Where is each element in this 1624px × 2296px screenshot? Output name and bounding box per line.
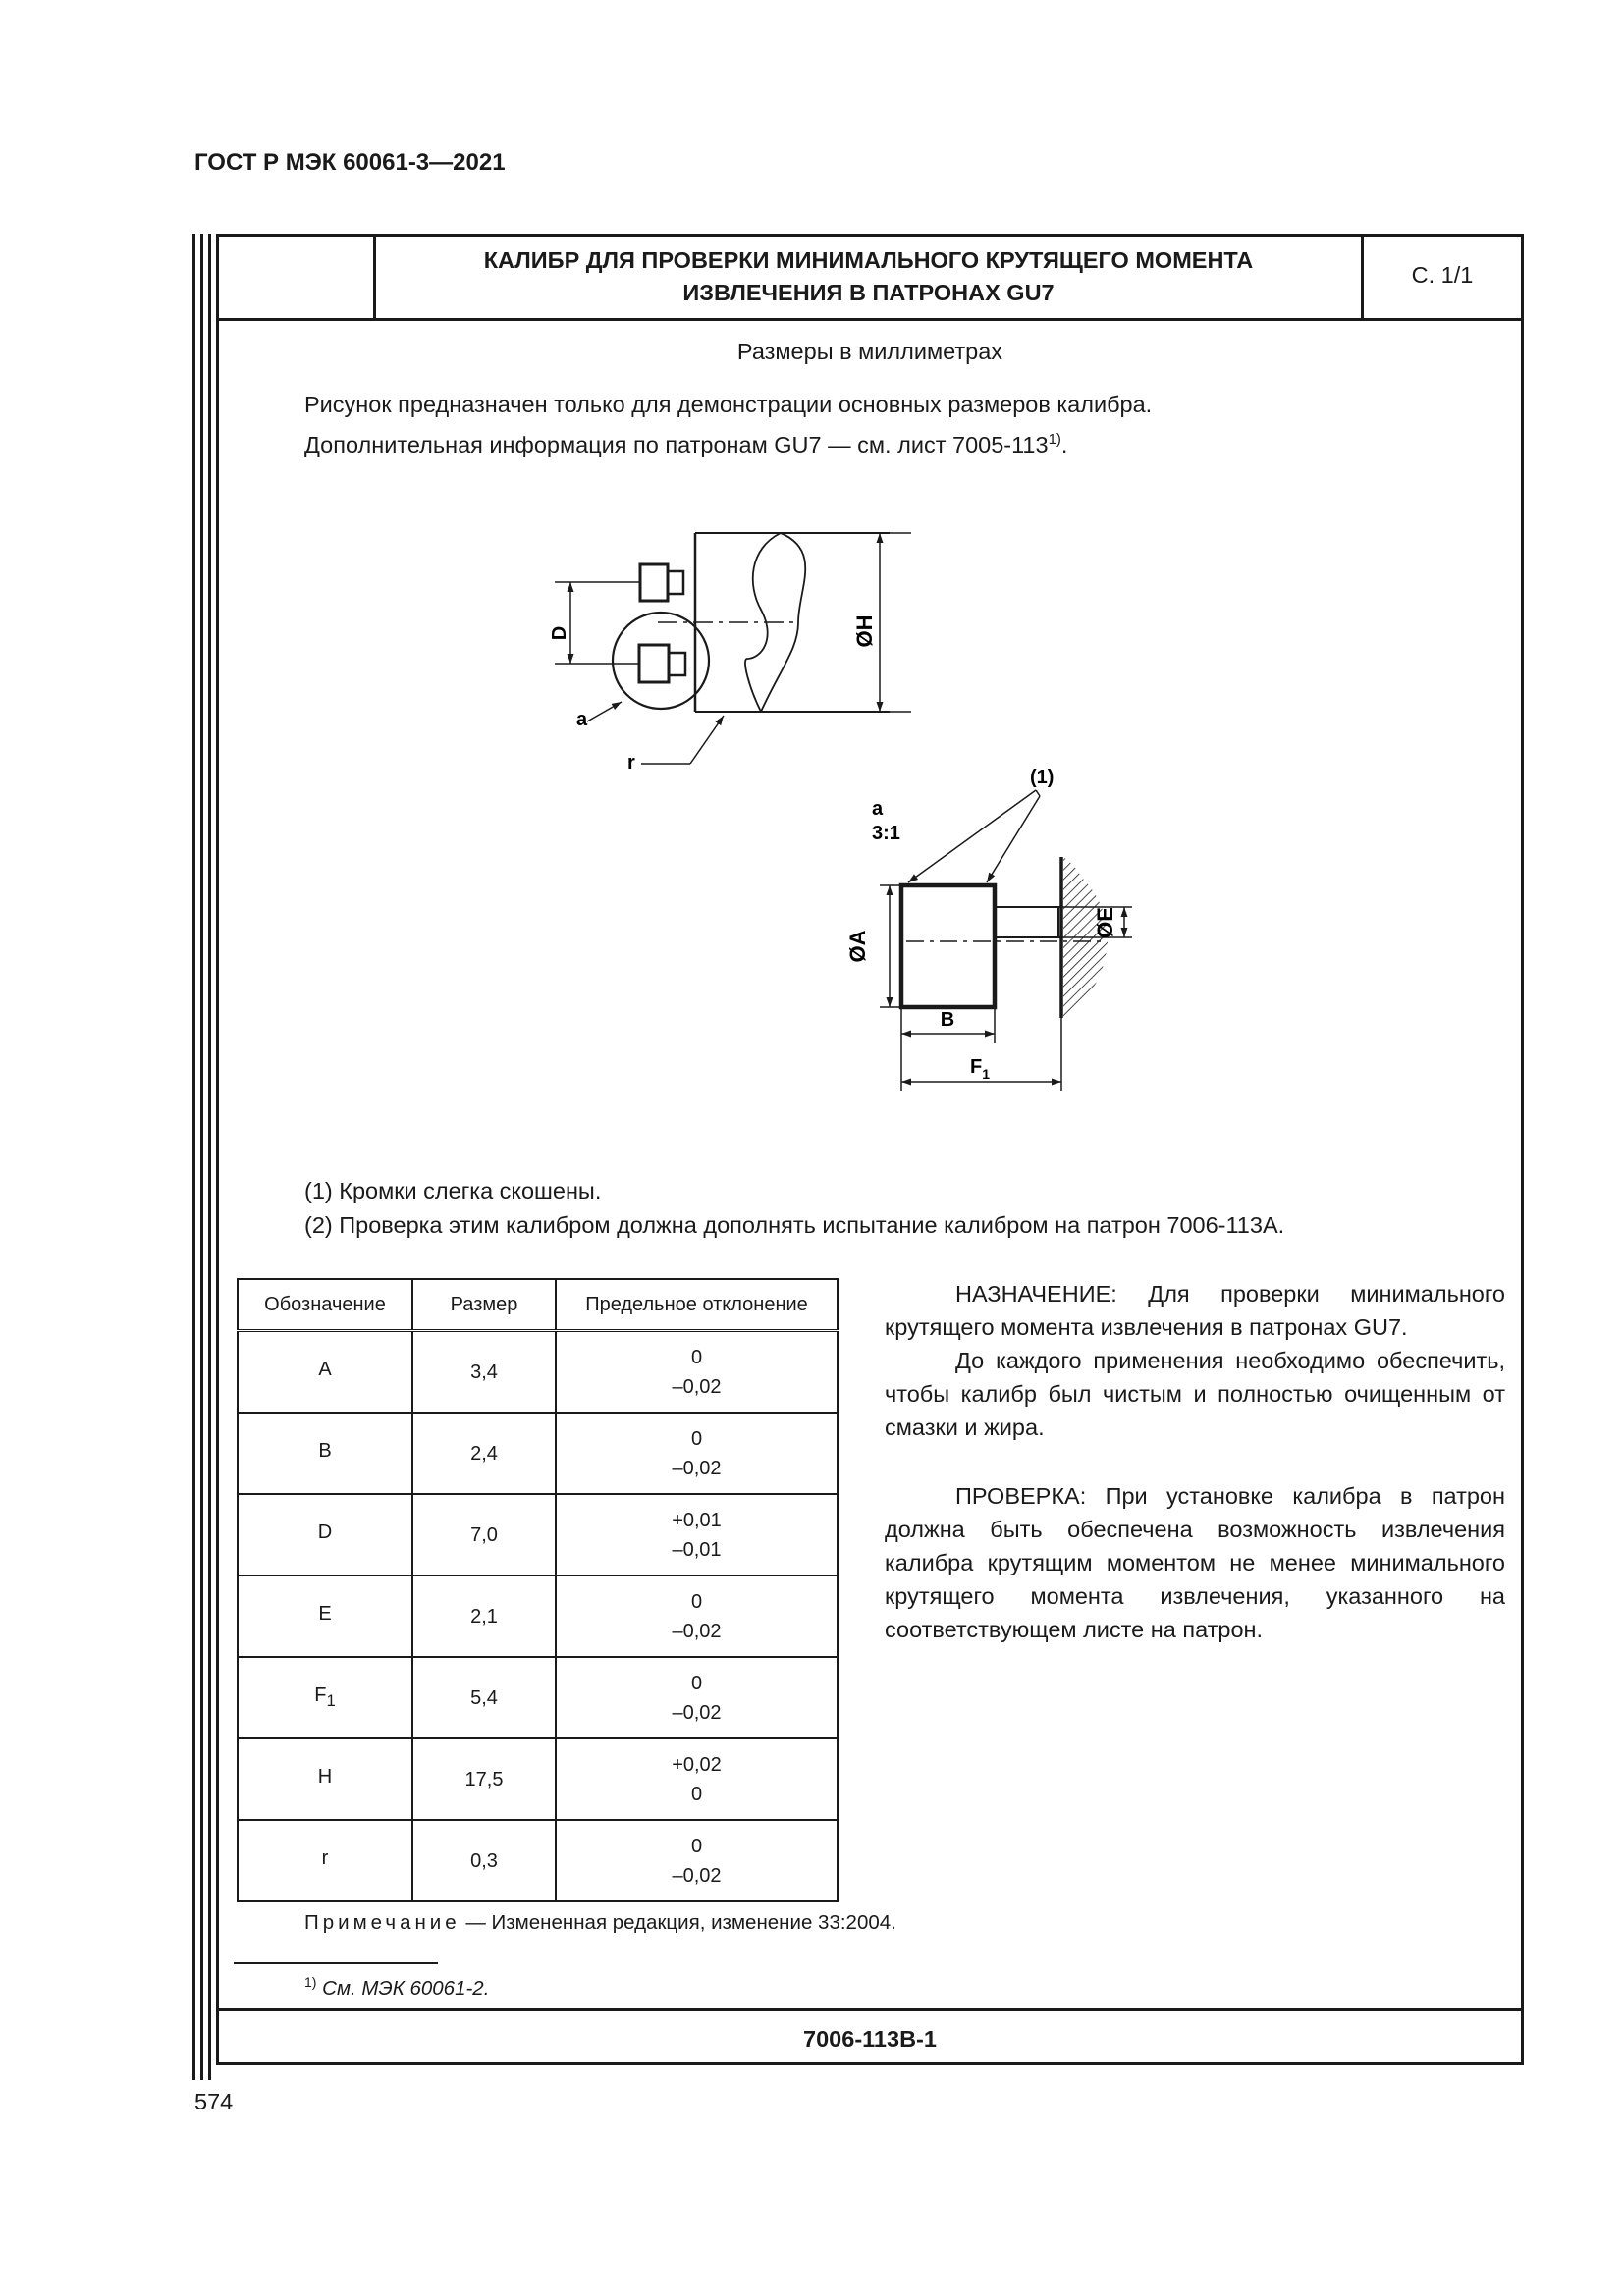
table-row bbox=[238, 1575, 838, 1657]
size-cell: 7,0 bbox=[412, 1494, 556, 1575]
sheet-page: С. 1/1 bbox=[1411, 262, 1474, 288]
label-f1: $F_1$ bbox=[969, 1056, 991, 1082]
symbol-cell: H bbox=[238, 1738, 412, 1820]
symbol-cell: B bbox=[238, 1413, 412, 1494]
table-header: Размер bbox=[412, 1279, 556, 1331]
table-header: Обозначение bbox=[238, 1279, 412, 1331]
table-row bbox=[238, 1494, 838, 1575]
sheet-frame bbox=[216, 234, 1524, 2065]
table-row bbox=[238, 1738, 838, 1820]
label-scale: 3:1 bbox=[872, 823, 900, 844]
symbol-cell: $F_1$ bbox=[238, 1657, 412, 1738]
label-de: ØE bbox=[1093, 907, 1117, 938]
table-row bbox=[238, 1657, 838, 1738]
table-row bbox=[238, 1331, 838, 1414]
sheet-title: КАЛИБР ДЛЯ ПРОВЕРКИ МИНИМАЛЬНОГО КРУТЯЩЕГО МОМЕНТА ИЗВЛЕЧЕНИЯ В ПАТРОНАХ GU7 bbox=[483, 247, 1254, 305]
tolerance-cell: 0 –0,02 bbox=[556, 1413, 838, 1494]
symbol-cell: A bbox=[238, 1331, 412, 1414]
dimensions-table bbox=[237, 1278, 839, 1902]
tolerance-cell: +0,02 0 bbox=[556, 1738, 838, 1820]
label-da: ØA bbox=[845, 930, 870, 963]
label-note-1: (1) bbox=[1030, 767, 1055, 788]
frame-bar bbox=[192, 234, 195, 2080]
table-header: Предельное отклонение bbox=[556, 1279, 838, 1331]
document-header: ГОСТ Р МЭК 60061-3—2021 bbox=[194, 149, 506, 176]
page-number: 574 bbox=[194, 2089, 234, 2114]
footnote-divider bbox=[234, 1962, 438, 1964]
label-a: a bbox=[576, 709, 588, 730]
size-cell: 3,4 bbox=[412, 1331, 556, 1414]
frame-bar bbox=[208, 234, 211, 2080]
label-h: ØH bbox=[852, 614, 877, 648]
tolerance-cell: 0 –0,02 bbox=[556, 1820, 838, 1901]
sheet-code: 7006-113B-1 bbox=[803, 2026, 937, 2052]
table-row bbox=[238, 1820, 838, 1901]
table-header-row bbox=[238, 1279, 838, 1331]
symbol-cell: E bbox=[238, 1575, 412, 1657]
footnote: $^{1)}$ См. МЭК 60061-2. bbox=[304, 1974, 490, 2000]
size-cell: 0,3 bbox=[412, 1820, 556, 1901]
size-cell: 2,4 bbox=[412, 1413, 556, 1494]
tolerance-cell: 0 –0,02 bbox=[556, 1331, 838, 1414]
notes: (1) Кромки слегка скошены. (2) Проверка этим калибром должна дополнять испытание калибром на патрон 7006-113A. bbox=[304, 1178, 1285, 1238]
tolerance-cell: 0 –0,02 bbox=[556, 1657, 838, 1738]
tolerance-cell: +0,01 –0,01 bbox=[556, 1494, 838, 1575]
label-d: D bbox=[549, 625, 570, 641]
frame-bar bbox=[200, 234, 203, 2080]
size-cell: 2,1 bbox=[412, 1575, 556, 1657]
table-row bbox=[238, 1413, 838, 1494]
label-detail-a: a bbox=[872, 798, 884, 820]
size-cell: 17,5 bbox=[412, 1738, 556, 1820]
label-b: B bbox=[940, 1009, 955, 1031]
size-cell: 5,4 bbox=[412, 1657, 556, 1738]
intro-text: Рисунок предназначен только для демонстрации основных размеров калибра. Дополнительная информация по патронам GU7 — см. лист 7005-113$^{1)}$. bbox=[304, 392, 1153, 457]
purpose-text: НАЗНАЧЕНИЕ: Для проверки минимального крутящего момента извлечения в патронах GU7. До каждого применения необходимо обеспечить, чтобы калибр был чистым и полностью очищенным от смазки и жира. ПРОВЕРКА: При установке калибра в патрон должна быть обеспечена возможность извлечения калибра крутящим моментом не менее минимального крутящего момента извлечения, указанного на соответствующем листе на патрон. bbox=[885, 1281, 1505, 1642]
label-r: r bbox=[627, 752, 635, 774]
symbol-cell: D bbox=[238, 1494, 412, 1575]
symbol-cell: r bbox=[238, 1820, 412, 1901]
units-note: Размеры в миллиметрах bbox=[736, 339, 1003, 364]
tolerance-cell: 0 –0,02 bbox=[556, 1575, 838, 1657]
remark: Примечание — Измененная редакция, изменение 33:2004. bbox=[304, 1911, 896, 1934]
